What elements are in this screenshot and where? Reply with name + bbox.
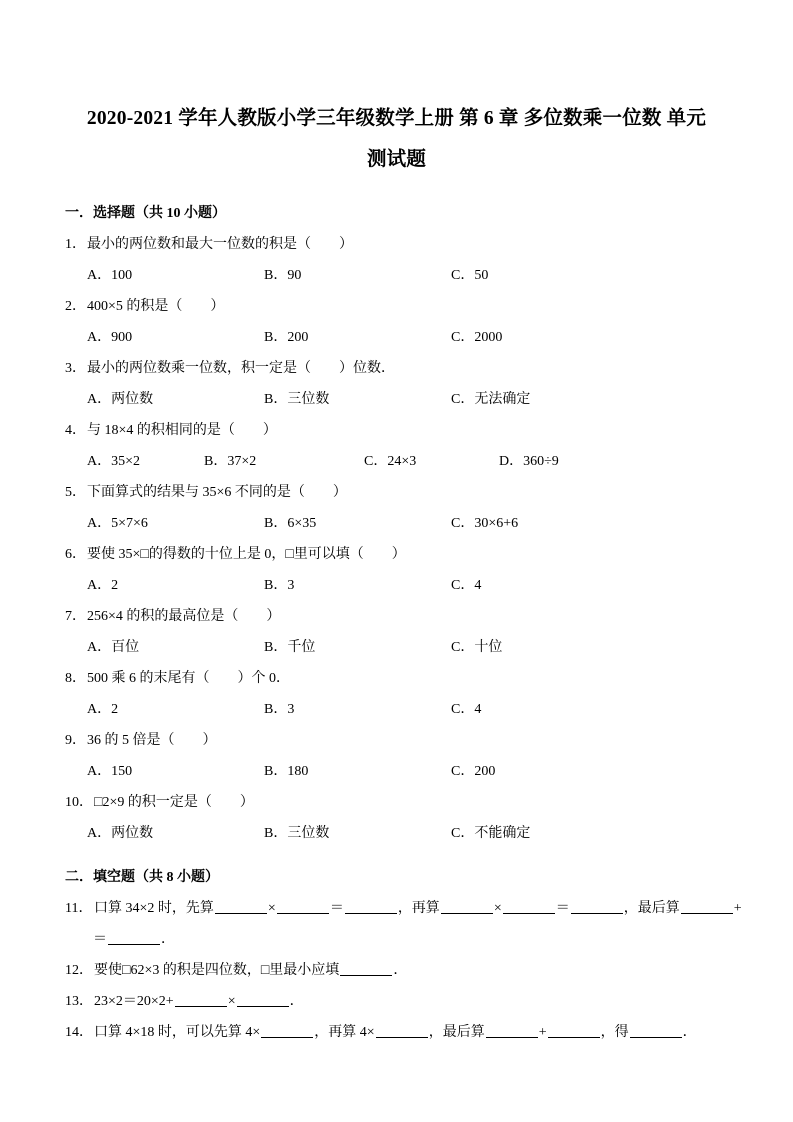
q11-line2-part-1: ．: [161, 932, 175, 947]
question-block-3: [60, 353, 733, 415]
question-number-6: 6．: [65, 547, 86, 562]
question-text-8: [60, 663, 733, 694]
option-row-4: [60, 446, 733, 477]
option-row-7: [60, 632, 733, 663]
blank-input-11-7[interactable]: [681, 899, 733, 914]
question-number-12: 12．: [65, 963, 93, 978]
option-1-b[interactable]: B．90: [264, 268, 302, 283]
option-row-5: [60, 508, 733, 539]
q14-part-0: 口算 4×18 时，可以先算 4×: [94, 1025, 261, 1040]
blank-input-13-2[interactable]: [237, 992, 289, 1007]
question-block-1: [60, 229, 733, 291]
q11-line2-part-0: ＝: [93, 932, 107, 947]
q13-part-0: 23×2＝20×2+: [94, 994, 174, 1009]
question-block-4: [60, 415, 733, 477]
option-9-b[interactable]: B．180: [264, 764, 309, 779]
question-block-8: [60, 663, 733, 725]
option-7-b[interactable]: B．千位: [264, 640, 316, 655]
question-block-11: [60, 893, 742, 955]
q12-part-0: 要使□62×3 的积是四位数，□里最小应填: [94, 963, 340, 978]
question-number-9: 9．: [65, 733, 86, 748]
question-text-13: [60, 986, 733, 1017]
q11-part-1: ×: [267, 901, 276, 916]
option-row-3: [60, 384, 733, 415]
option-9-c[interactable]: C．200: [451, 764, 496, 779]
option-7-a[interactable]: A．百位: [87, 640, 140, 655]
question-text-14: [60, 1017, 733, 1048]
option-9-a[interactable]: A．150: [87, 764, 133, 779]
q11-part-6: ，最后算: [623, 901, 680, 916]
question-body-6: 要使 35×□的得数的十位上是 0，□里可以填（ ）: [87, 547, 406, 562]
question-block-9: [60, 725, 733, 787]
option-5-b[interactable]: B．6×35: [264, 516, 317, 531]
question-text-1: [60, 229, 733, 260]
option-3-c[interactable]: C．无法确定: [451, 392, 531, 407]
blank-input-13-1[interactable]: [175, 992, 227, 1007]
question-block-5: [60, 477, 733, 539]
question-text-7: [60, 601, 733, 632]
option-2-a[interactable]: A．900: [87, 330, 133, 345]
blank-input-11-6[interactable]: [571, 899, 623, 914]
option-row-9: [60, 756, 733, 787]
section-heading-choice: 一．选择题（共 10 小题）: [65, 206, 226, 221]
option-row-10: [60, 818, 733, 849]
option-1-c[interactable]: C．50: [451, 268, 489, 283]
q14-part-4: ，得: [600, 1025, 629, 1040]
q14-part-2: ，最后算: [428, 1025, 485, 1040]
option-2-c[interactable]: C．2000: [451, 330, 503, 345]
option-row-2: [60, 322, 733, 353]
blank-input-14-5[interactable]: [630, 1023, 682, 1038]
title-line-2: 测试题: [366, 149, 427, 170]
question-number-2: 2．: [65, 299, 86, 314]
q14-part-1: ，再算 4×: [314, 1025, 375, 1040]
question-text-9: [60, 725, 733, 756]
q14-part-5: ．: [682, 1025, 697, 1040]
question-body-4: 与 18×4 的积相同的是（ ）: [87, 423, 277, 438]
question-block-2: [60, 291, 733, 353]
q12-part-1: ．: [393, 963, 408, 978]
option-4-c[interactable]: C．24×3: [364, 454, 417, 469]
question-number-8: 8．: [65, 671, 86, 686]
option-row-8: [60, 694, 733, 725]
question-block-12: [60, 955, 733, 986]
blank-input-11-8[interactable]: [108, 930, 160, 945]
option-10-a[interactable]: A．两位数: [87, 826, 154, 841]
blank-input-11-4[interactable]: [441, 899, 493, 914]
option-7-c[interactable]: C．十位: [451, 640, 503, 655]
option-6-a[interactable]: A．2: [87, 578, 119, 593]
blank-input-14-2[interactable]: [376, 1023, 428, 1038]
question-body-7: 256×4 的积的最高位是（ ）: [87, 609, 281, 624]
option-3-a[interactable]: A．两位数: [87, 392, 154, 407]
option-10-b[interactable]: B．三位数: [264, 826, 330, 841]
question-block-13: [60, 986, 733, 1017]
question-text-5: [60, 477, 733, 508]
option-8-c[interactable]: C．4: [451, 702, 482, 717]
option-5-c[interactable]: C．30×6+6: [451, 516, 519, 531]
q11-part-4: ×: [493, 901, 502, 916]
option-row-6: [60, 570, 733, 601]
option-4-d[interactable]: D．360÷9: [499, 454, 559, 469]
question-body-5: 下面算式的结果与 35×6 不同的是（ ）: [87, 485, 347, 500]
option-3-b[interactable]: B．三位数: [264, 392, 330, 407]
question-number-7: 7．: [65, 609, 86, 624]
q14-part-3: +: [538, 1025, 547, 1040]
q11-part-5: ＝: [555, 901, 570, 916]
question-text-11-cont: [60, 924, 733, 955]
option-5-a[interactable]: A．5×7×6: [87, 516, 148, 531]
q11-part-2: ＝: [329, 901, 344, 916]
q13-part-1: ×: [227, 994, 236, 1009]
question-number-10: 10．: [65, 795, 93, 810]
question-text-12: [60, 955, 733, 986]
question-text-10: [60, 787, 733, 818]
blank-input-14-1[interactable]: [261, 1023, 313, 1038]
question-body-9: 36 的 5 倍是（ ）: [87, 733, 217, 748]
option-6-c[interactable]: C．4: [451, 578, 482, 593]
question-body-1: 最小的两位数和最大一位数的积是（ ）: [87, 237, 353, 252]
question-number-5: 5．: [65, 485, 86, 500]
question-text-4: [60, 415, 733, 446]
option-6-b[interactable]: B．3: [264, 578, 295, 593]
question-text-6: [60, 539, 733, 570]
blank-input-11-1[interactable]: [215, 899, 267, 914]
option-1-a[interactable]: A．100: [87, 268, 133, 283]
blank-input-11-3[interactable]: [345, 899, 397, 914]
blank-input-14-4[interactable]: [548, 1023, 600, 1038]
question-block-10: [60, 787, 733, 849]
question-body-8: 500 乘 6 的末尾有（ ）个 0．: [87, 671, 290, 686]
option-10-c[interactable]: C．不能确定: [451, 826, 531, 841]
question-text-3: [60, 353, 733, 384]
question-number-1: 1．: [65, 237, 86, 252]
blank-input-11-2[interactable]: [277, 899, 329, 914]
option-row-1: [60, 260, 733, 291]
question-body-3: 最小的两位数乘一位数，积一定是（ ）位数．: [87, 361, 395, 376]
option-8-b[interactable]: B．3: [264, 702, 295, 717]
q11-part-7: +: [733, 901, 742, 916]
blank-input-12-1[interactable]: [340, 961, 392, 976]
page-title: [60, 0, 733, 180]
question-block-6: [60, 539, 733, 601]
question-number-3: 3．: [65, 361, 86, 376]
question-block-14: [60, 1017, 733, 1048]
question-number-4: 4．: [65, 423, 86, 438]
question-body-10: □2×9 的积一定是（ ）: [94, 795, 254, 810]
q11-part-0: 口算 34×2 时，先算: [94, 901, 214, 916]
title-line-1: 2020-2021 学年人教版小学三年级数学上册 第 6 章 多位数乘一位数 单元: [86, 108, 707, 129]
question-text-11: [60, 893, 742, 924]
q11-part-3: ，再算: [397, 901, 440, 916]
section-heading-fill: 二．填空题（共 8 小题）: [65, 870, 219, 885]
option-4-b[interactable]: B．37×2: [204, 454, 257, 469]
question-body-2: 400×5 的积是（ ）: [87, 299, 225, 314]
blank-input-14-3[interactable]: [486, 1023, 538, 1038]
question-text-2: [60, 291, 733, 322]
question-block-7: [60, 601, 733, 663]
question-number-13: 13．: [65, 994, 93, 1009]
blank-input-11-5[interactable]: [503, 899, 555, 914]
option-8-a[interactable]: A．2: [87, 702, 119, 717]
q13-part-2: ．: [289, 994, 304, 1009]
option-4-a[interactable]: A．35×2: [87, 454, 141, 469]
question-number-14: 14．: [65, 1025, 93, 1040]
option-2-b[interactable]: B．200: [264, 330, 309, 345]
question-number-11: 11．: [65, 901, 93, 916]
